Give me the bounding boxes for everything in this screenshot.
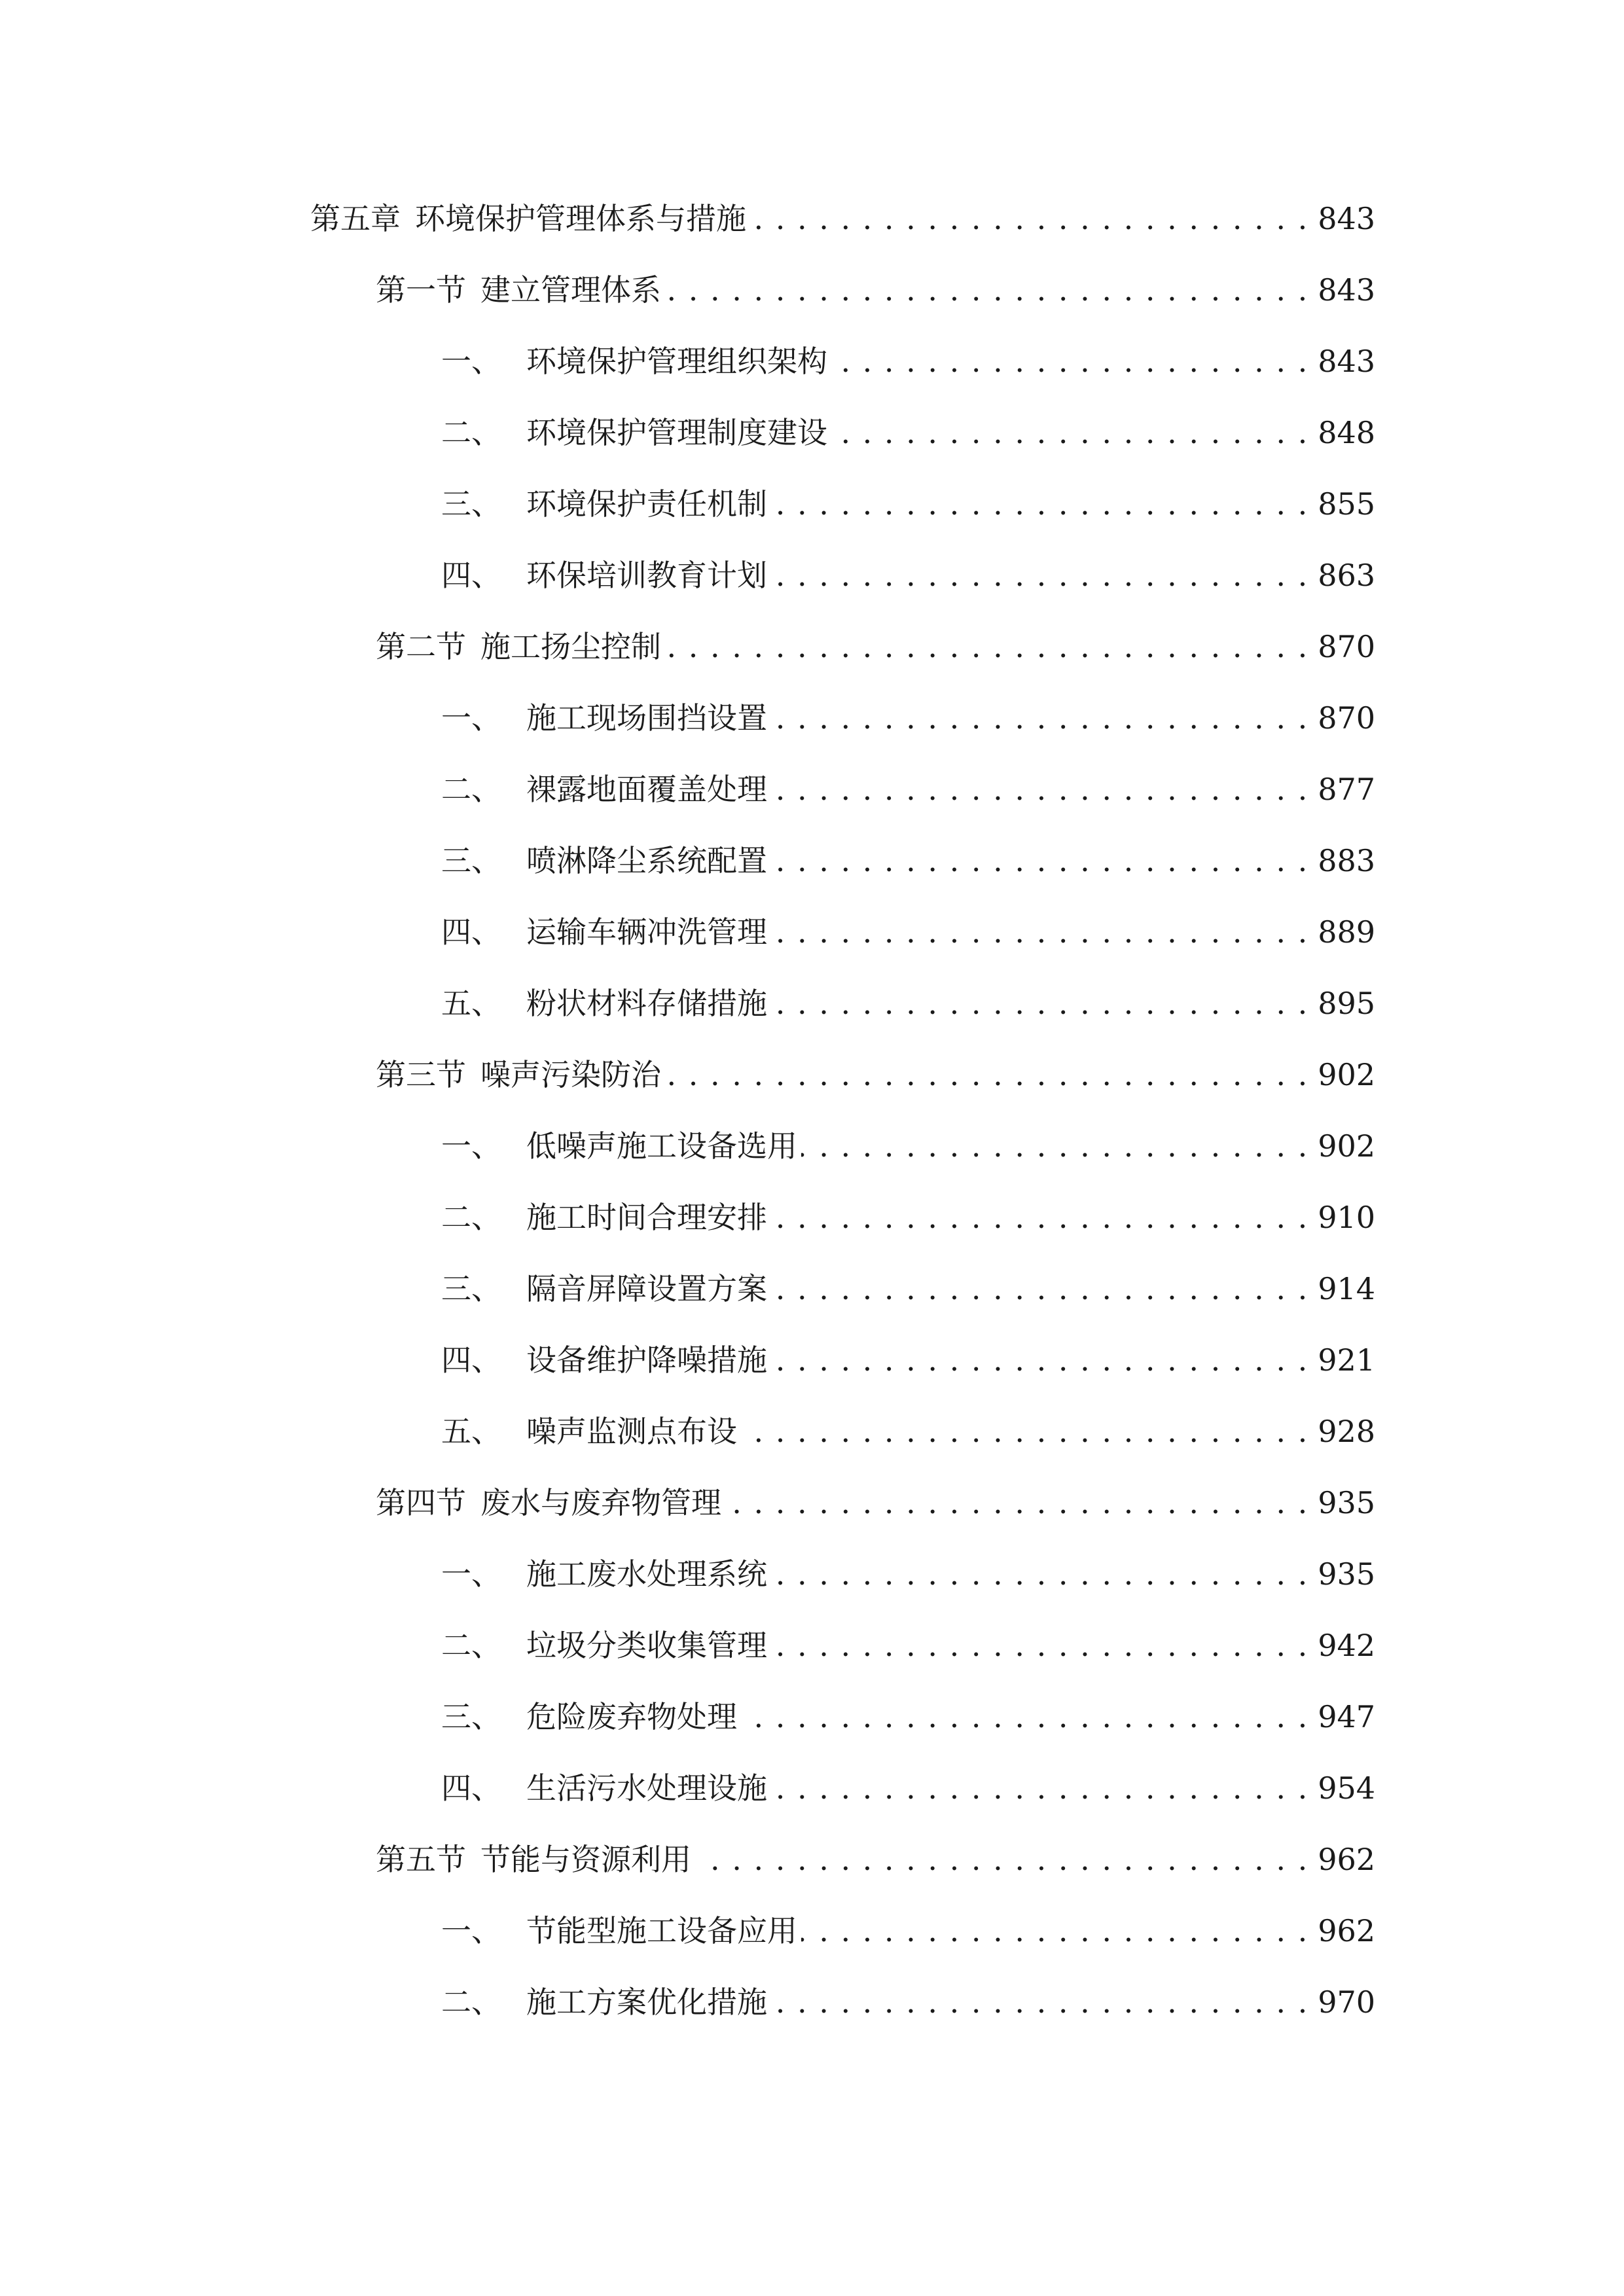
dot-leader — [771, 834, 1308, 887]
entry-prefix: 四、 — [441, 558, 501, 593]
dot-leader — [801, 1905, 1308, 1957]
dot-leader — [771, 1191, 1308, 1244]
entry-prefix: 四、 — [441, 914, 501, 950]
dot-leader — [771, 1334, 1308, 1386]
entry-prefix: 第四节 — [376, 1485, 466, 1520]
entry-title: 施工现场围挡设置 — [526, 700, 767, 736]
toc-entry-subsection[interactable] — [441, 763, 1375, 816]
dot-leader — [801, 1120, 1308, 1172]
entry-title: 喷淋降尘系统配置 — [526, 843, 767, 878]
entry-page-number: 889 — [1318, 914, 1375, 950]
entry-title: 环境保护责任机制 — [526, 486, 767, 522]
toc-entry-section[interactable] — [376, 620, 1375, 673]
entry-title: 节能与资源利用 — [480, 1842, 691, 1877]
dot-leader — [725, 1477, 1308, 1529]
entry-page-number: 902 — [1318, 1057, 1375, 1092]
entry-page-number: 843 — [1318, 201, 1375, 236]
entry-page-number: 942 — [1318, 1628, 1375, 1663]
toc-entry-subsection[interactable] — [441, 478, 1375, 530]
entry-page-number: 928 — [1318, 1414, 1375, 1449]
entry-prefix: 第一节 — [376, 272, 466, 308]
entry-page-number: 970 — [1318, 1984, 1375, 2020]
toc-entry-section[interactable] — [376, 1833, 1375, 1886]
entry-title: 环境保护管理体系与措施 — [415, 201, 746, 236]
entry-prefix: 三、 — [441, 1699, 501, 1734]
entry-prefix: 四、 — [441, 1342, 501, 1378]
dot-leader — [831, 406, 1308, 459]
entry-prefix: 一、 — [441, 700, 501, 736]
toc-entry-subsection[interactable] — [441, 335, 1375, 387]
toc-entry-subsection[interactable] — [441, 1191, 1375, 1244]
dot-leader — [771, 1762, 1308, 1814]
toc-entry-chapter[interactable] — [310, 192, 1375, 245]
dot-leader — [741, 1691, 1308, 1743]
entry-title: 危险废弃物处理 — [526, 1699, 737, 1734]
entry-title: 施工扬尘控制 — [480, 629, 661, 664]
toc-entry-subsection[interactable] — [441, 692, 1375, 744]
entry-prefix: 第五节 — [376, 1842, 466, 1877]
entry-page-number: 855 — [1318, 486, 1375, 522]
entry-title: 运输车辆冲洗管理 — [526, 914, 767, 950]
toc-entry-subsection[interactable] — [441, 1120, 1375, 1172]
entry-page-number: 843 — [1318, 344, 1375, 379]
entry-prefix: 第二节 — [376, 629, 466, 664]
entry-title: 废水与废弃物管理 — [480, 1485, 721, 1520]
dot-leader — [771, 906, 1308, 958]
toc-entry-subsection[interactable] — [441, 1334, 1375, 1386]
entry-page-number: 962 — [1318, 1913, 1375, 1948]
toc-entry-subsection[interactable] — [441, 1691, 1375, 1743]
dot-leader — [771, 1263, 1308, 1315]
dot-leader — [750, 192, 1308, 245]
dot-leader — [771, 692, 1308, 744]
toc-entry-subsection[interactable] — [441, 1762, 1375, 1814]
toc-entry-section[interactable] — [376, 1049, 1375, 1101]
entry-page-number: 914 — [1318, 1271, 1375, 1306]
entry-page-number: 870 — [1318, 629, 1375, 664]
entry-title: 设备维护降噪措施 — [526, 1342, 767, 1378]
toc-entry-subsection[interactable] — [441, 406, 1375, 459]
entry-page-number: 843 — [1318, 272, 1375, 308]
entry-prefix: 三、 — [441, 1271, 501, 1306]
entry-prefix: 第五章 — [310, 201, 401, 236]
entry-title: 粉状材料存储措施 — [526, 986, 767, 1021]
dot-leader — [741, 1405, 1308, 1458]
entry-title: 节能型施工设备应用 — [526, 1913, 797, 1948]
entry-title: 噪声污染防治 — [480, 1057, 661, 1092]
dot-leader — [771, 1976, 1308, 2028]
dot-leader — [771, 1619, 1308, 1672]
entry-page-number: 962 — [1318, 1842, 1375, 1877]
dot-leader — [665, 1049, 1308, 1101]
entry-page-number: 921 — [1318, 1342, 1375, 1378]
toc-entry-section[interactable] — [376, 264, 1375, 316]
entry-prefix: 三、 — [441, 843, 501, 878]
entry-title: 垃圾分类收集管理 — [526, 1628, 767, 1663]
toc-entry-subsection[interactable] — [441, 1263, 1375, 1315]
dot-leader — [665, 620, 1308, 673]
toc-entry-subsection[interactable] — [441, 1976, 1375, 2028]
dot-leader — [771, 977, 1308, 1030]
dot-leader — [831, 335, 1308, 387]
entry-prefix: 一、 — [441, 1556, 501, 1592]
entry-title: 环境保护管理组织架构 — [526, 344, 827, 379]
dot-leader — [771, 549, 1308, 601]
dot-leader — [771, 1548, 1308, 1600]
entry-page-number: 883 — [1318, 843, 1375, 878]
entry-title: 生活污水处理设施 — [526, 1770, 767, 1806]
entry-page-number: 910 — [1318, 1200, 1375, 1235]
entry-prefix: 第三节 — [376, 1057, 466, 1092]
entry-title: 施工方案优化措施 — [526, 1984, 767, 2020]
entry-title: 隔音屏障设置方案 — [526, 1271, 767, 1306]
entry-title: 噪声监测点布设 — [526, 1414, 737, 1449]
entry-prefix: 二、 — [441, 415, 501, 450]
entry-title: 低噪声施工设备选用 — [526, 1128, 797, 1164]
entry-prefix: 三、 — [441, 486, 501, 522]
entry-title: 施工时间合理安排 — [526, 1200, 767, 1235]
entry-prefix: 一、 — [441, 344, 501, 379]
entry-page-number: 870 — [1318, 700, 1375, 736]
entry-prefix: 一、 — [441, 1913, 501, 1948]
entry-title: 环保培训教育计划 — [526, 558, 767, 593]
toc-entry-subsection[interactable] — [441, 906, 1375, 958]
entry-title: 裸露地面覆盖处理 — [526, 772, 767, 807]
entry-page-number: 935 — [1318, 1485, 1375, 1520]
entry-page-number: 947 — [1318, 1699, 1375, 1734]
toc-entry-subsection[interactable] — [441, 834, 1375, 887]
toc-entry-subsection[interactable] — [441, 1548, 1375, 1600]
toc-entry-subsection[interactable] — [441, 1619, 1375, 1672]
toc-entry-subsection[interactable] — [441, 1405, 1375, 1458]
entry-page-number: 935 — [1318, 1556, 1375, 1592]
dot-leader — [695, 1833, 1308, 1886]
entry-prefix: 二、 — [441, 1984, 501, 2020]
dot-leader — [771, 763, 1308, 816]
entry-prefix: 二、 — [441, 1628, 501, 1663]
dot-leader — [665, 264, 1308, 316]
entry-title: 施工废水处理系统 — [526, 1556, 767, 1592]
entry-prefix: 二、 — [441, 772, 501, 807]
toc-entry-subsection[interactable] — [441, 977, 1375, 1030]
entry-page-number: 954 — [1318, 1770, 1375, 1806]
entry-prefix: 四、 — [441, 1770, 501, 1806]
entry-prefix: 五、 — [441, 986, 501, 1021]
entry-page-number: 863 — [1318, 558, 1375, 593]
entry-title: 环境保护管理制度建设 — [526, 415, 827, 450]
entry-page-number: 877 — [1318, 772, 1375, 807]
entry-prefix: 二、 — [441, 1200, 501, 1235]
entry-title: 建立管理体系 — [480, 272, 661, 308]
entry-prefix: 一、 — [441, 1128, 501, 1164]
dot-leader — [771, 478, 1308, 530]
entry-prefix: 五、 — [441, 1414, 501, 1449]
toc-entry-section[interactable] — [376, 1477, 1375, 1529]
toc-entry-subsection[interactable] — [441, 549, 1375, 601]
entry-page-number: 848 — [1318, 415, 1375, 450]
entry-page-number: 902 — [1318, 1128, 1375, 1164]
toc-entry-subsection[interactable] — [441, 1905, 1375, 1957]
entry-page-number: 895 — [1318, 986, 1375, 1021]
